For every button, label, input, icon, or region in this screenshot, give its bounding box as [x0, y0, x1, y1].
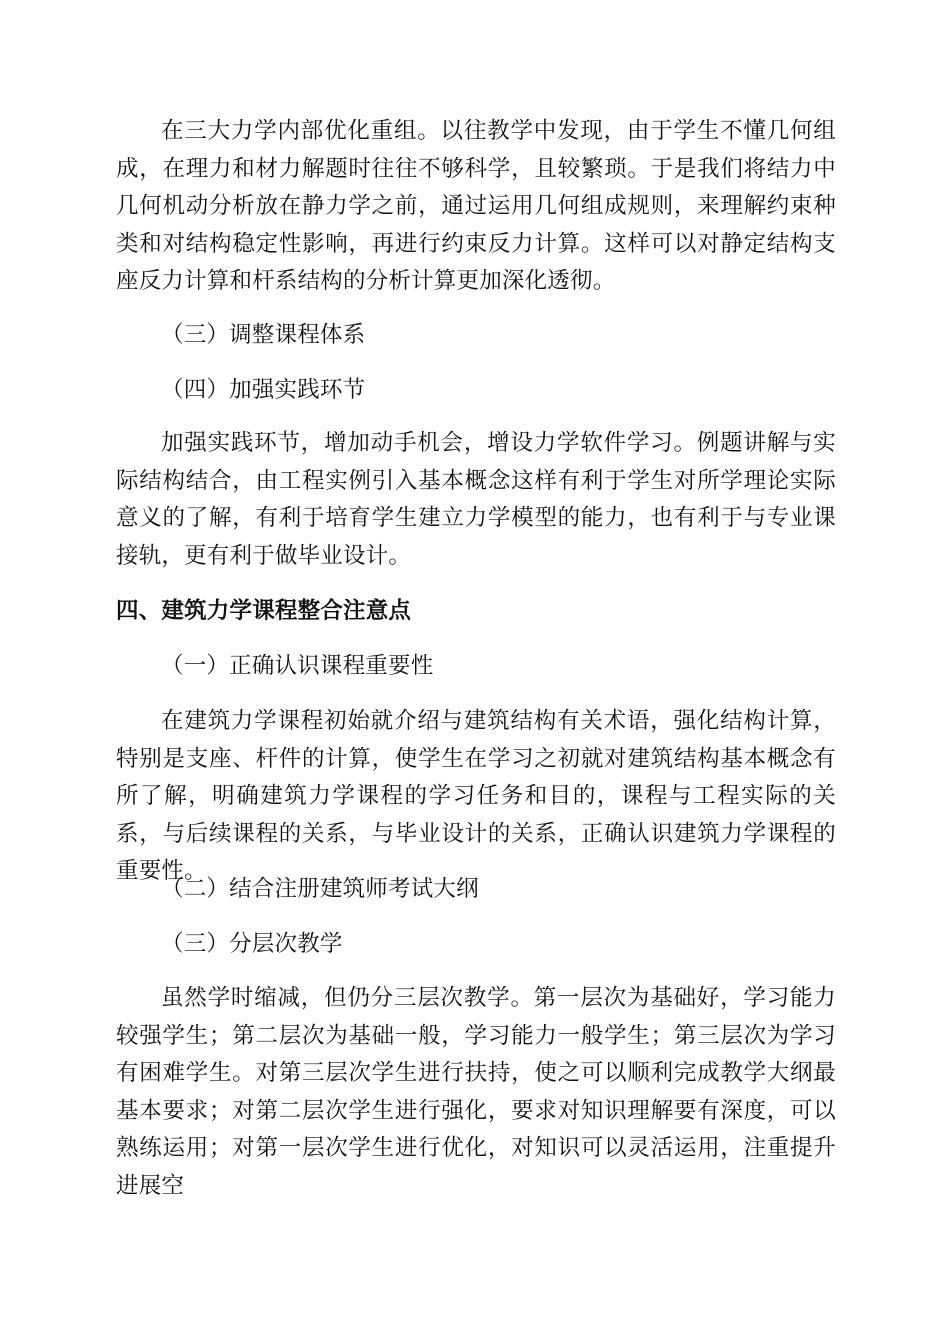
paragraph-geometric-composition: 在三大力学内部优化重组。以往教学中发现，由于学生不懂几何组成，在理力和材力解题时往往不够科学，且较繁琐。于是我们将结力中几何机动分析放在静力学之前，通过运用几何组成规则，来理解约束种类和对结构稳定性影响，再进行约束反力计算。这样可以对静定结构支座反力计算和杆系结构的分析计算更加深化透彻。	[116, 118, 836, 294]
paragraph-course-importance: 在建筑力学课程初始就介绍与建筑结构有关术语，强化结构计算，特别是支座、杆件的计算，使学生在学习之初就对建筑结构基本概念有所了解，明确建筑力学课程的学习任务和目的，课程与工程实际的关系，与后续课程的关系，与毕业设计的关系，正确认识建筑力学课程的重要性。	[116, 708, 836, 884]
subheading-strengthen-practice: （四）加强实践环节	[161, 377, 366, 403]
section-heading-integration-notes: 四、建筑力学课程整合注意点	[116, 598, 412, 624]
subheading-adjust-course-system: （三）调整课程体系	[161, 322, 366, 348]
subheading-architect-exam: （二）结合注册建筑师考试大纲	[161, 876, 479, 902]
subheading-course-importance: （一）正确认识课程重要性	[161, 653, 434, 679]
subheading-tiered-teaching: （三）分层次教学	[161, 931, 343, 957]
paragraph-practice: 加强实践环节，增加动手机会，增设力学软件学习。例题讲解与实际结构结合，由工程实例引入基本概念这样有利于学生对所学理论实际意义的了解，有利于培育学生建立力学模型的能力，也有利于与专业课接轨，更有利于做毕业设计。	[116, 430, 836, 569]
paragraph-tiered-teaching: 虽然学时缩减，但仍分三层次教学。第一层次为基础好，学习能力较强学生；第二层次为基础一般，学习能力一般学生；第三层次为学习有困难学生。对第三层次学生进行扶持，使之可以顺利完成教学大纲最基本要求；对第二层次学生进行强化，要求对知识理解要有深度，可以熟练运用；对第一层次学生进行优化，对知识可以灵活运用，注重提升进展空	[116, 985, 836, 1199]
